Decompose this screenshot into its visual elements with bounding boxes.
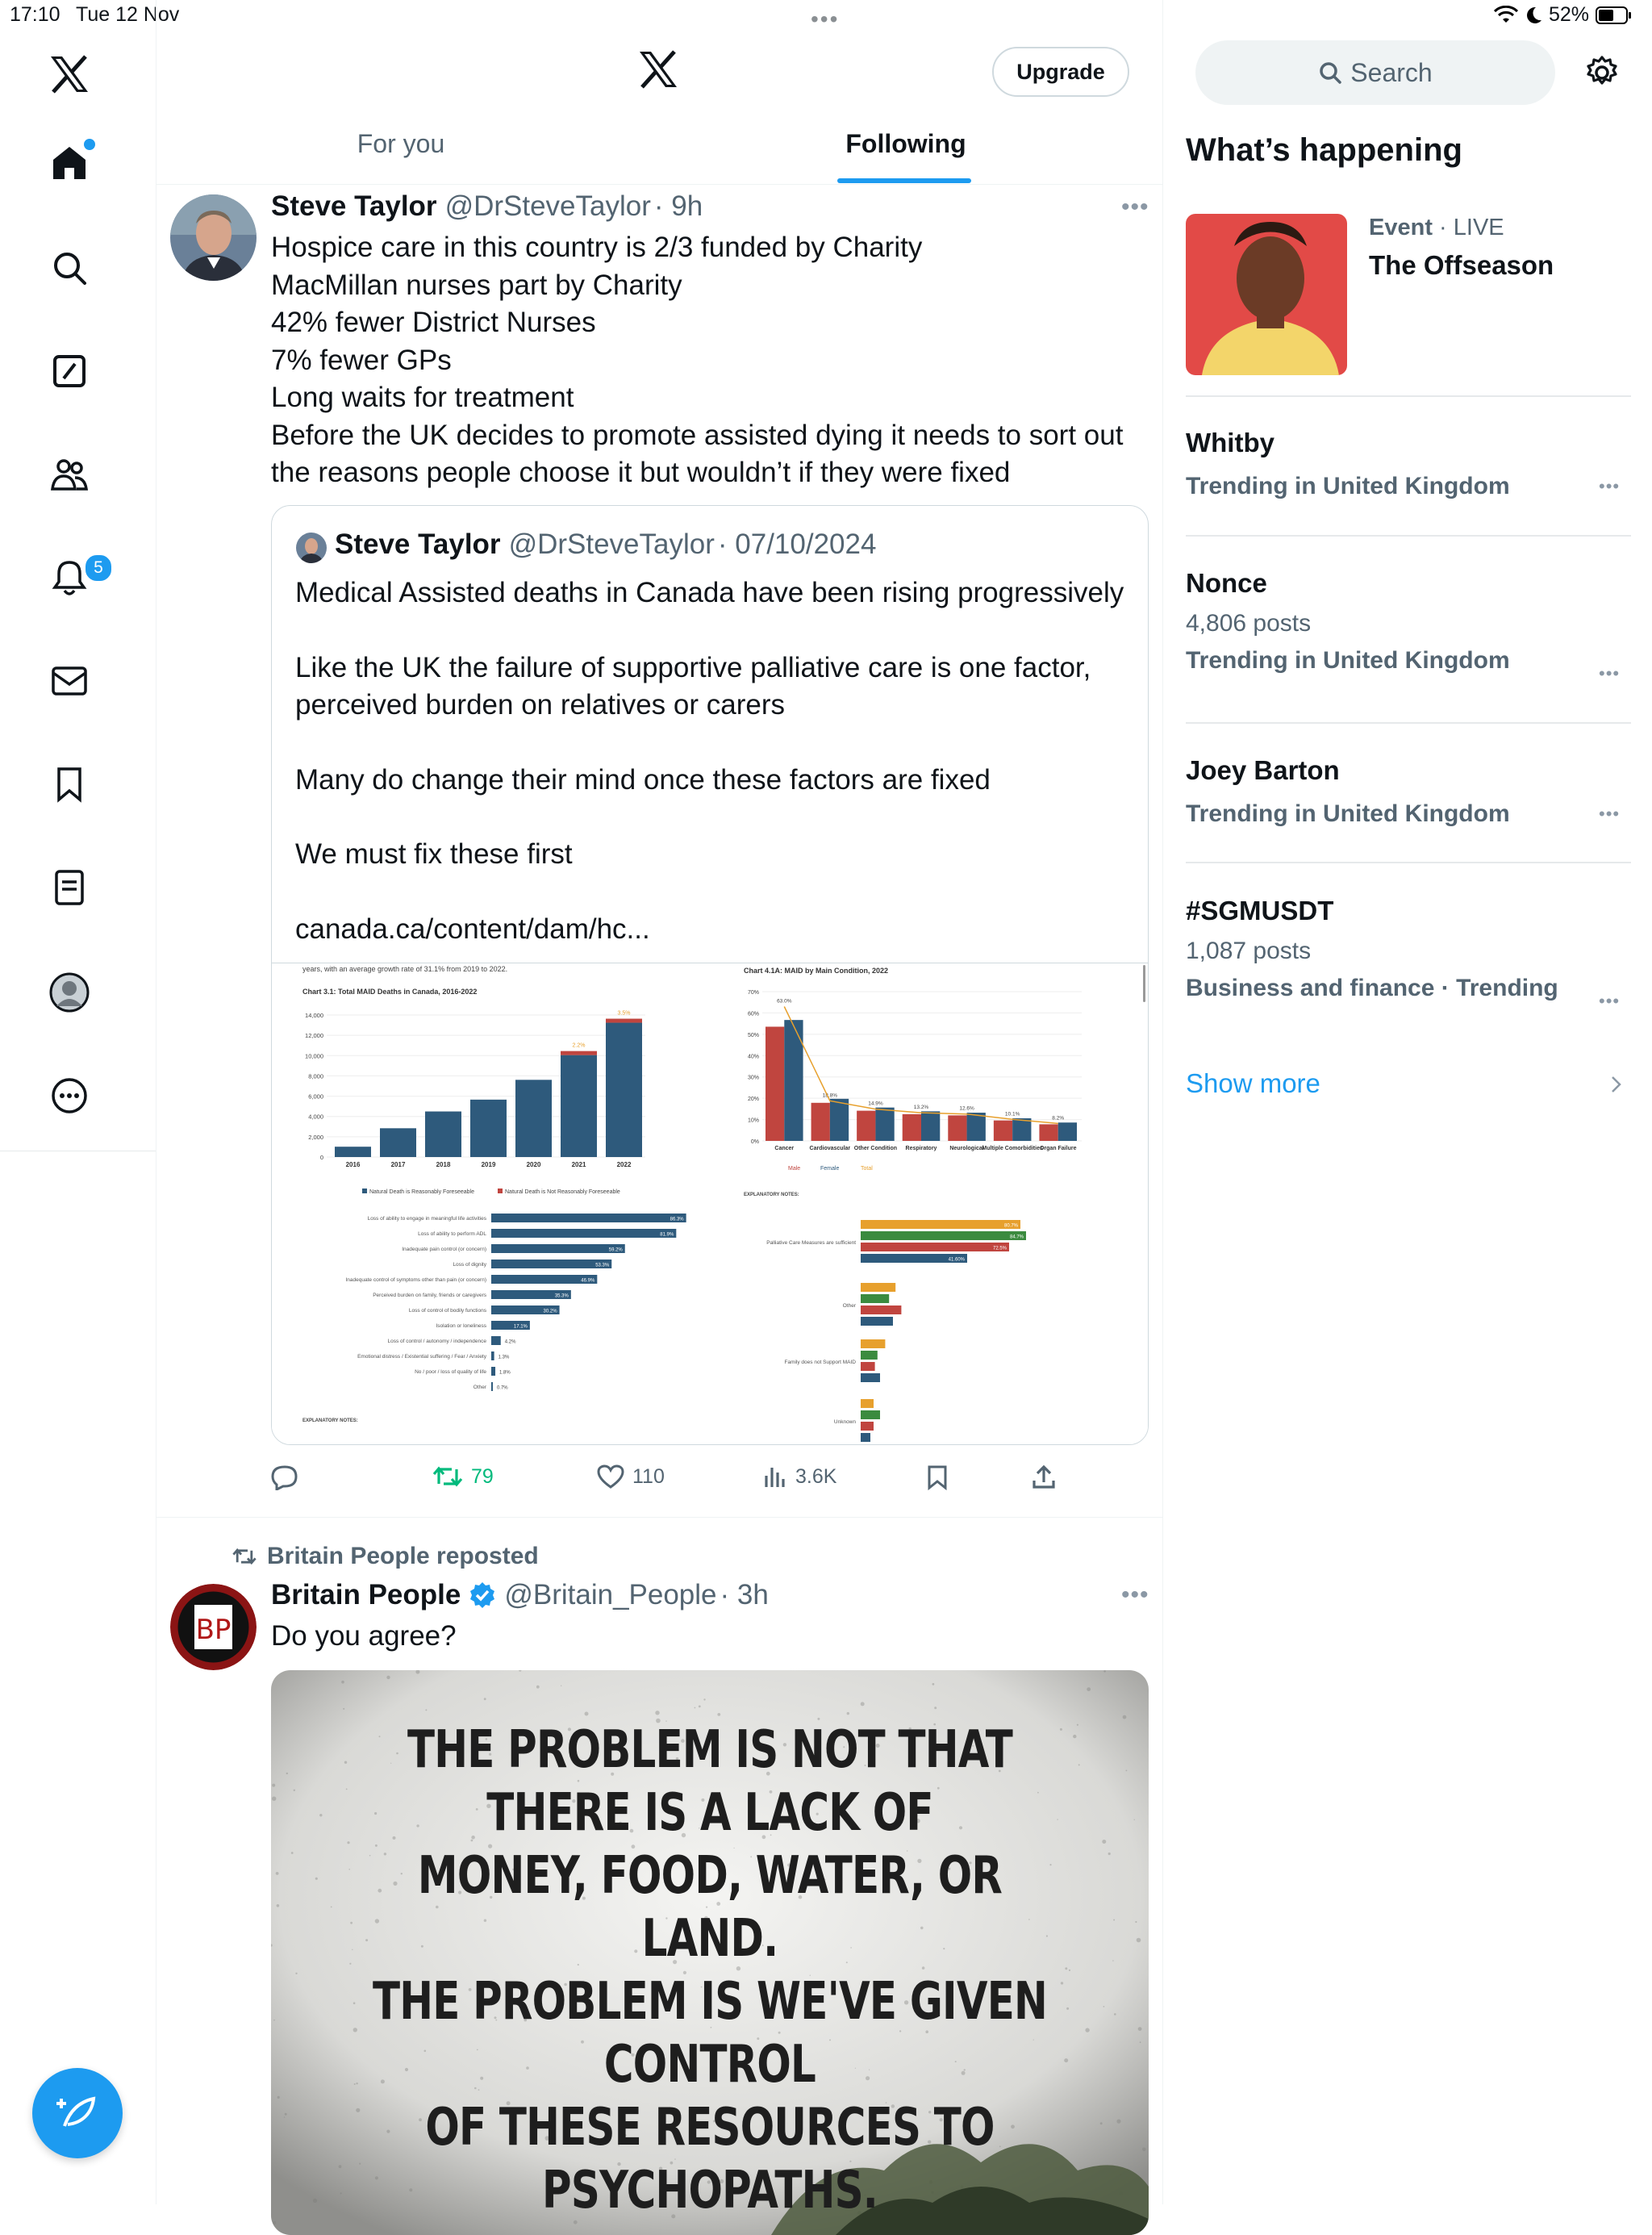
palliative-group-label: Unknown [833,1419,856,1425]
palliative-bar [861,1220,1020,1229]
chart41-xtick: Respiratory [905,1146,937,1151]
author-name[interactable]: Britain People [271,1579,461,1610]
trend-context: Business and finance · Trending [1186,975,1558,1001]
chart41-bar-female [830,1099,849,1141]
palliative-bar [861,1305,901,1314]
trend-context: Trending in United Kingdom [1186,800,1510,827]
lists-icon[interactable] [45,863,94,912]
reasons-category-label: Loss of control / autonomy / independence [387,1339,486,1344]
trend-context: Trending in United Kingdom [1186,473,1510,499]
chart31-ytick: 2,000 [308,1133,323,1141]
like-button[interactable] [597,1464,665,1489]
whats-happening-title: What’s happening [1186,132,1462,168]
trend-more-icon[interactable]: ••• [1599,804,1621,824]
chart31-bar [335,1147,371,1157]
author-handle[interactable]: @Britain_People [504,1579,717,1610]
quote-header [335,528,876,561]
chart41-bar-male [948,1115,966,1141]
chart41-total-label: 18.8% [822,1092,838,1099]
chart41-title: Chart 4.1A: MAID by Main Condition, 2022 [744,967,889,975]
palliative-bar [861,1339,885,1348]
palliative-group-label: Other [842,1303,856,1309]
trend-item[interactable] [1186,428,1631,500]
trend-more-icon[interactable]: ••• [1599,476,1621,496]
compose-feather-icon [56,2092,98,2134]
chart31-bar [470,1100,507,1157]
reasons-category-label: Loss of ability to engage in meaningful life activities [367,1216,486,1222]
reasons-value-label: 0.7% [496,1385,508,1391]
chart41-bar-female [1012,1118,1031,1141]
chart31-ytick: 6,000 [308,1092,323,1101]
reasons-value-label: 4.2% [504,1339,516,1345]
reasons-value-label: 81.9% [660,1232,674,1238]
chart31-xtick: 2018 [436,1161,451,1168]
report-charts-svg [272,963,1149,1445]
tweet-line: the reasons people choose it but wouldn’t if they were fixed [271,457,1011,488]
palliative-bar [861,1422,874,1431]
chart31-xtick: 2020 [526,1161,541,1168]
share-button[interactable] [1031,1464,1057,1490]
reasons-bar [491,1336,501,1345]
chart31-legend-swatch [362,1189,367,1193]
chart31-xtick: 2016 [345,1161,361,1168]
palliative-value-label: 84.7% [1009,1234,1024,1240]
tweet-header [271,190,703,223]
explore-search-icon[interactable] [45,244,94,292]
palliative-bar [861,1243,1009,1251]
grok-icon[interactable] [45,347,94,395]
author-name[interactable]: Steve Taylor [271,190,437,222]
chart41-ytick: 0% [750,1139,759,1145]
quote-body [295,574,1134,948]
sidebar-divider [1186,722,1631,724]
verified-badge-icon [469,1581,496,1609]
chart31-xtick: 2017 [390,1161,406,1168]
repost-count: 79 [471,1464,494,1488]
event-category: Event [1369,215,1433,240]
chart31-bar [606,1023,642,1157]
reasons-value-label: 1.8% [499,1370,511,1376]
trend-posts: 1,087 posts [1186,938,1312,964]
chart41-bar-female [921,1111,940,1141]
poster-line: THE PROBLEM IS WE'VE GIVEN CONTROL [372,1972,1048,2095]
chart31-xtick: 2021 [571,1161,586,1168]
quote-line: Like the UK the failure of supportive palliative care is one factor, [295,651,1091,683]
repost-icon [432,1464,463,1489]
chart31-xtick: 2022 [616,1161,632,1168]
chart31-title: Chart 3.1: Total MAID Deaths in Canada, 2016-2022 [302,988,478,996]
chart41-ytick: 50% [747,1032,759,1038]
home-unread-dot [84,139,95,150]
tweet-line: 7% fewer GPs [271,344,452,376]
palliative-bar [861,1351,878,1360]
chart41-xtick: Neurological [949,1146,984,1151]
repost-indicator[interactable] [232,1543,539,1570]
palliative-bar [861,1317,893,1326]
chart41-total-label: 8.2% [1052,1115,1065,1122]
tweet2-body: Do you agree? [271,1620,457,1652]
chart41-total-label: 10.1% [1004,1111,1020,1118]
reasons-value-label: 86.3% [670,1217,684,1222]
event-meta [1369,215,1504,241]
wifi-icon [1494,6,1518,25]
quote-line: Many do change their mind once these factors are fixed [295,763,991,796]
tabs-divider [156,184,1162,185]
chart41-total-label: 13.2% [913,1105,929,1111]
chart41-ytick: 40% [747,1054,759,1060]
poster-text-block [271,1719,1149,2222]
trend-context: Trending in United Kingdom [1186,647,1510,674]
event-status: · LIVE [1439,215,1504,240]
chart41-ytick: 30% [747,1075,759,1081]
chart41-bar-male [811,1103,830,1141]
repost-small-icon [232,1547,257,1566]
upgrade-button[interactable]: Upgrade [992,47,1129,97]
chart31-bar [561,1055,597,1157]
chart41-xtick: Multiple Comorbidities [982,1146,1043,1151]
views-count: 3.6K [795,1464,837,1488]
chart41-xtick: Cancer [774,1146,795,1151]
heart-icon [597,1464,624,1489]
messages-mail-icon[interactable] [45,657,94,705]
reasons-value-label: 17.1% [513,1324,528,1330]
reasons-value-label: 59.2% [608,1247,623,1253]
chart31-ytick: 8,000 [308,1072,323,1080]
quote-link[interactable]: canada.ca/content/dam/hc... [295,913,650,945]
tweet-avatar[interactable] [170,194,257,281]
chart41-bar-female [1058,1122,1077,1141]
sidebar-divider [1186,395,1631,397]
like-count: 110 [632,1464,665,1488]
reasons-category-label: Inadequate pain control (or concern) [402,1247,486,1252]
reasons-bar [491,1260,611,1268]
poster-line: PSYCHOPATHS. [542,2161,878,2220]
post-time[interactable]: · 3h [720,1579,769,1610]
chart31-bar [425,1112,461,1157]
quote-line: We must fix these first [295,838,573,870]
reasons-bar [491,1214,686,1222]
chart41-legend-label: Female [820,1166,840,1172]
reasons-value-label: 1.3% [498,1355,510,1360]
chart41-ytick: 70% [747,990,759,996]
reasons-category-label: Perceived burden on family, friends or caregivers [373,1293,486,1298]
chart31-bar [380,1128,416,1157]
tweet2-header [271,1579,769,1611]
reasons-bar [491,1244,625,1253]
quote-line: Medical Assisted deaths in Canada have been rising progressively [295,577,1124,608]
tweet-line: Hospice care in this country is 2/3 funded by Charity [271,232,923,263]
chart31-ytick: 12,000 [305,1032,323,1040]
post-divider [156,1517,1162,1518]
chart31-bar [515,1080,552,1157]
reasons-category-label: Loss of dignity [453,1262,486,1268]
more-options-icon[interactable]: ••• [1121,194,1149,220]
chart41-bar-male [903,1114,921,1141]
reasons-category-label: Loss of ability to perform ADL [418,1231,486,1237]
chart41-ytick: 60% [747,1011,759,1017]
poster-line: OF THESE RESOURCES TO [425,2098,995,2158]
tweet-body [271,229,1150,492]
reasons-bar [491,1367,495,1376]
palliative-value-label: 80.7% [1003,1223,1018,1229]
reasons-notes-title: EXPLANATORY NOTES: [302,1418,358,1423]
report-caption: years, with an average growth rate of 31.1% from 2019 to 2022. [302,965,508,973]
chart41-bar-female [875,1108,894,1141]
compose-post-button[interactable] [32,2068,123,2158]
reasons-value-label: 30.2% [543,1309,557,1314]
reasons-category-label: No / poor / loss of quality of life [415,1369,486,1375]
reasons-value-label: 46.9% [581,1278,595,1284]
status-date: Tue 12 Nov [76,3,180,26]
trend-more-icon[interactable]: ••• [1599,663,1621,683]
poster-line: THE PROBLEM IS NOT THAT [407,1720,1013,1780]
post-image-quote[interactable] [271,1670,1149,2235]
tweet-line: Long waits for treatment [271,382,574,413]
multitask-dots-icon[interactable]: ••• [811,6,840,31]
chart31-legend-label: Natural Death is Reasonably Foreseeable [369,1189,474,1195]
reasons-bar [491,1351,494,1360]
chart41-bar-male [766,1026,784,1141]
palliative-group-label: Family does not Support MAID [784,1360,856,1365]
chart31-ytick: 4,000 [308,1113,323,1121]
palliative-bar [861,1410,880,1419]
search-input[interactable] [1195,40,1555,105]
active-tab-indicator [837,178,971,183]
views-button[interactable] [763,1464,836,1489]
chart41-total-label: 63.0% [777,998,792,1005]
reasons-bar [491,1229,676,1238]
quoted-post-card[interactable] [271,505,1149,1445]
tweet-line: Before the UK decides to promote assisted dying it needs to sort out [271,419,1124,451]
event-title[interactable]: The Offseason [1369,250,1554,280]
chart41-bar-female [784,1020,803,1141]
chart31-ytick: 0 [319,1154,323,1161]
sidebar-divider [1186,535,1631,537]
palliative-group-label: Palliative Care Measures are sufficient [766,1240,856,1246]
report-scrollbar [1143,965,1145,1002]
reasons-category-label: Isolation or loneliness [436,1323,486,1329]
tab-following[interactable]: Following [845,129,966,158]
search-placeholder: Search [1350,57,1433,87]
quote-line: perceived burden on relatives or carers [295,689,785,721]
quote-date: · 07/10/2024 [717,528,877,560]
chart41-xtick: Cardiovascular [809,1146,851,1151]
chart31-legend-label: Natural Death is Not Reasonably Foreseeable [505,1189,620,1195]
chart41-total-label: 12.6% [959,1105,974,1112]
more-circle-icon[interactable] [45,1072,94,1120]
bookmark-icon [926,1464,949,1490]
chart31-ytick: 10,000 [305,1052,323,1060]
x-header-logo-icon[interactable] [637,50,679,89]
bookmark-button[interactable] [926,1464,949,1490]
more-options-icon[interactable]: ••• [1121,1581,1149,1608]
chart41-legend-label: Male [788,1166,801,1172]
chart41-bar-female [967,1113,986,1141]
quote-author-handle: @DrSteveTaylor [508,528,715,560]
chart41-ytick: 10% [747,1118,759,1124]
chart41-xtick: Other Condition [853,1146,898,1151]
tweet-line: MacMillan nurses part by Charity [271,269,682,301]
chart31-ytick: 14,000 [305,1012,323,1019]
status-right [1494,3,1633,27]
trend-name: Joey Barton [1186,755,1340,785]
sidebar-divider [1186,862,1631,863]
chart41-bar-male [857,1111,875,1141]
bookmarks-icon[interactable] [45,760,94,808]
profile-avatar-icon[interactable] [45,968,94,1017]
chart41-xtick: Organ Failure [1039,1146,1077,1151]
chart41-bar-male [1039,1124,1058,1141]
trend-name: Whitby [1186,428,1274,457]
battery-percent: 52% [1548,3,1589,26]
quoted-report-image[interactable] [272,963,1149,1445]
reasons-category-label: Emotional distress / Existential suffering / Fear / Anxiety [357,1354,486,1360]
trend-item[interactable] [1186,755,1631,828]
notifications-badge: 5 [84,554,113,583]
palliative-value-label: 72.5% [992,1246,1007,1251]
x-logo-icon[interactable] [45,50,94,98]
trend-name: Nonce [1186,568,1267,598]
tweet-line: 42% fewer District Nurses [271,307,596,338]
reply-button[interactable] [271,1464,298,1490]
post-time[interactable]: · 9h [653,190,703,222]
search-icon [1318,61,1342,85]
repost-button[interactable] [432,1464,494,1489]
palliative-value-label: 41.60% [948,1257,965,1263]
show-more-link[interactable]: Show more [1186,1068,1320,1098]
trend-name: #SGMUSDT [1186,896,1334,925]
status-time: 17:10 [10,3,60,26]
battery-icon [1596,6,1633,25]
chart41-ytick: 20% [747,1097,759,1103]
palliative-bar [861,1399,874,1408]
palliative-bar [861,1433,870,1442]
reasons-category-label: Inadequate control of symptoms other than pain (or concern) [345,1277,486,1283]
trend-item[interactable] [1186,896,1631,1002]
trend-item[interactable] [1186,568,1631,675]
reasons-category-label: Loss of control of bodily functions [408,1308,486,1314]
tab-for-you[interactable]: For you [357,129,445,158]
quote-avatar [296,533,327,563]
trend-posts: 4,806 posts [1186,610,1312,637]
chart41-legend-label: Total [861,1166,873,1172]
repost-label: Britain People reposted [267,1543,539,1569]
poster-line: THERE IS A LACK OF [486,1783,933,1843]
chart31-toplabel: 2.2% [572,1042,586,1049]
event-thumbnail[interactable] [1186,214,1347,375]
britain-people-avatar[interactable] [170,1584,257,1670]
share-icon [1031,1464,1057,1490]
chevron-right-icon[interactable] [1610,1075,1623,1094]
chart41-total-label: 14.9% [868,1101,883,1107]
poster-line: MONEY, FOOD, WATER, OR LAND. [417,1846,1003,1969]
views-chart-icon [763,1464,787,1489]
reply-icon [271,1464,298,1490]
chart41-notes-title: EXPLANATORY NOTES: [744,1193,799,1197]
palliative-bar [861,1362,875,1371]
settings-gear-icon[interactable] [1584,55,1620,90]
chart31-xtick: 2019 [481,1161,496,1168]
chart31-bar-top [561,1051,597,1055]
palliative-bar [861,1373,880,1382]
reasons-value-label: 35.3% [554,1293,569,1299]
trend-more-icon[interactable]: ••• [1599,991,1621,1011]
palliative-bar [861,1294,889,1303]
chart31-bar-top [606,1019,642,1023]
quote-author-name: Steve Taylor [335,528,501,560]
palliative-bar [861,1283,895,1292]
reasons-category-label: Other [473,1385,486,1390]
chart31-legend-swatch [498,1189,503,1193]
avatar-bp-text: BP [195,1614,232,1646]
author-handle[interactable]: @DrSteveTaylor [444,190,651,222]
palliative-bar [861,1231,1026,1240]
reasons-value-label: 53.3% [595,1263,610,1268]
reasons-bar [491,1382,493,1391]
moon-icon [1525,6,1542,25]
communities-icon[interactable] [45,450,94,499]
chart41-bar-male [994,1121,1012,1141]
chart31-toplabel: 3.5% [617,1010,631,1017]
